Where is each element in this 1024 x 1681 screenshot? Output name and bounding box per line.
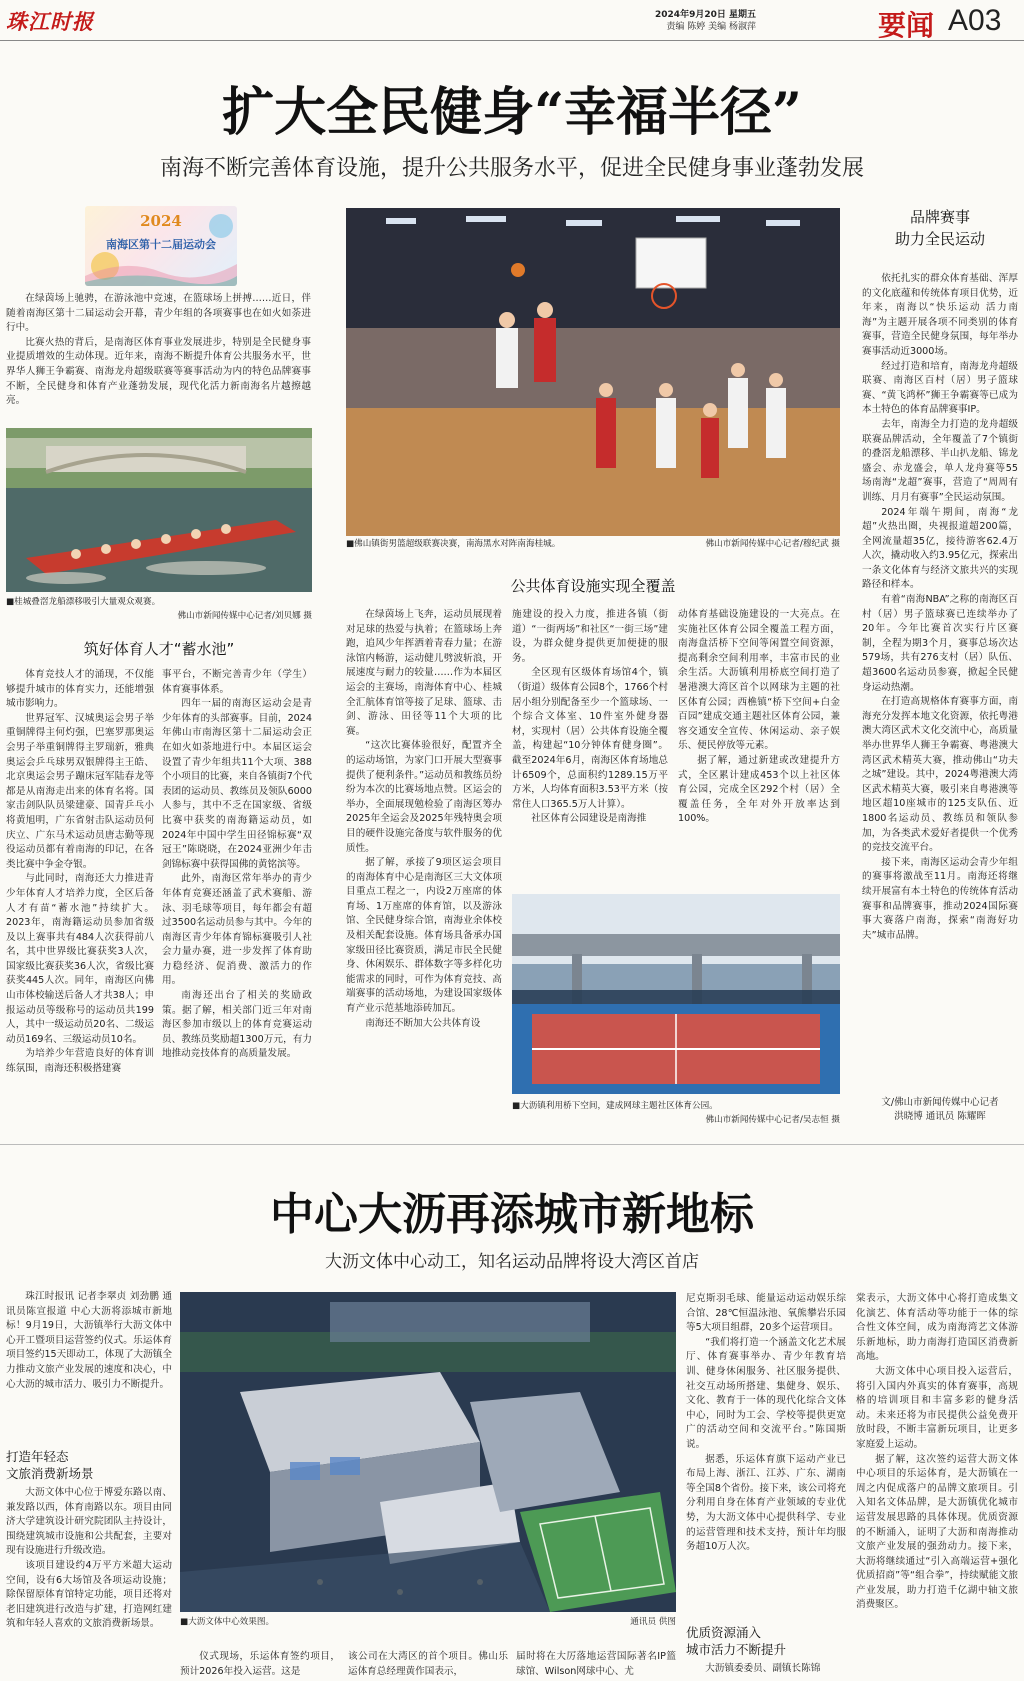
tennis-park-photo: [512, 894, 840, 1094]
facilities-column-2: [512, 608, 668, 878]
story1-subheadline: 南海不断完善体育设施，提升公共服务水平，促进全民健身事业蓬勃发展: [159, 156, 864, 181]
brand-paragraph: 依托扎实的群众体育基础、浑厚的文化底蕴和传统体育项目优势，近年来，南海以“快乐运动 活力南海”为主题开展各项不同类别的体育赛事，营造全民健身氛围，每年举办赛事活动近3000场。: [862, 273, 1018, 357]
facilities-paragraph: 据了解，承接了9项区运会项目的南海体育中心是南海区三大文体项目重点工程之一，内设2万座席的体育场、1万座席的体育馆，以及游泳馆、全民健身综合馆，南海业余体校及相关配套设施。体育场具备承办国家级田径比赛资质，满足市民全民健身、休闲娱乐、群体数字等多样化功能需求的同时，可作为体育竞技、高端赛事的活动场地，为建设国家级体育产业示范基地添砖加瓦。: [346, 857, 502, 1015]
facilities-paragraph: 动体育基础设施建设的一大亮点。在实施社区体育公园全覆盖工程方面，南海盘活桥下空间等闲置空间资源，提高剩余空间利用率，丰富市民的业余生活。大沥镇利用桥底空间打造了暑港澳大湾区首个以网球为主题的社区体育公园；西樵镇“桥下空间+白金百园”建成交通主题社区体育公园，兼容交通安全宣传、休闲运动、亲子娱乐、便民停放等元素。: [678, 609, 840, 752]
dragon-boat-caption: ■桂城叠滘龙船漂移吸引大量观众观赛。: [6, 597, 161, 607]
story2-lead: [6, 1290, 172, 1440]
facilities-column-1: [346, 608, 502, 1130]
facilities-paragraph: 南海还不断加大公共体育设: [365, 1017, 481, 1029]
story2-paragraph: 棠表示，大沥文体中心将打造成集文化演艺、体育活动等功能于一体的综合性文体空间，成为南海湾艺文体游乐新地标，助力南海打造国区消费新高地。: [856, 1293, 1018, 1363]
newspaper-logo: 珠江时报: [6, 9, 94, 34]
story2-paragraph: 大沥文体中心项目投入运营后，将引入国内外真实的体育赛事，高规格的培训项目和丰富多彩的健身活动。未来还将为市民提供公益免费开放时段，不断丰富新玩项目，让更多家庭爱上运动。: [856, 1365, 1018, 1450]
tennis-park-scene: [512, 894, 840, 1094]
issue-date: 2024年9月20日 星期五: [655, 10, 756, 20]
talent-paragraph: 南海还出台了相关的奖励政策。据了解，相关部门近三年对南海区参加市级以上的体育竞赛运动员、教练员奖励超1300万元，有力地推动竞技体育的高质量发展。: [162, 990, 312, 1060]
intro-paragraph: 比赛火热的背后，是南海区体育事业发展进步，特别是全民健身事业提质增效的生动体现。近年来，南海不断提升体育公共服务水平，世界华人狮王争霸赛、南海龙舟超级联赛等赛事活动为内的特色品牌赛事不断，全民健身和体育产业蓬勃发展，现代化活力新南海名片越擦越亮。: [6, 336, 311, 407]
facilities-paragraph: 据了解，通过新建或改建提升方式，全区累计建成453个以上社区体育公园，完成全区292个村（居）全覆盖任务，全年对外开放率达到100%。: [678, 754, 840, 825]
tennis-park-caption: ■大沥镇利用桥下空间，建成网球主题社区体育公园。: [512, 1101, 718, 1111]
talent-paragraph: 事平台，不断完善青少年（学生）体育赛事体系。: [162, 669, 312, 695]
dragon-boat-credit: 佛山市新闻传媒中心记者/刘贝娜 摄: [177, 611, 312, 621]
facilities-paragraph: 社区体育公园建设是南海推: [531, 813, 647, 825]
basketball-photo: [346, 208, 840, 536]
story2-paragraph: 该公司在大湾区的首个项目。佛山乐运体育总经理黄作国表示，: [348, 1651, 508, 1677]
talent-section-heading: 筑好体育人才“蓄水池”: [83, 640, 235, 658]
page-number: A03: [948, 4, 1002, 37]
talent-paragraph: 世界冠军、汉城奥运会男子举重铜牌得主何灼强，巴塞罗那奥运会男子举重铜牌得主罗瑞新，雅典奥运会乒乓球男双银牌得主王皓、北京奥运会男子蹦床冠军陆春龙等都是从南海走出来的体育名将。国家击剑队队员梁建豪、国青乒乓小将黄旭明，广东省射击队运动员何庆立、广东马术运动员唐志勤等现役运动员都有着南海的印记，在各类比赛中争金夺银。: [6, 712, 154, 870]
editors-credit: 责编 陈婷 美编 杨淑萍: [666, 22, 756, 32]
stadium-caption: ■大沥文体中心效果图。: [180, 1617, 275, 1627]
dragon-boat-photo: [6, 428, 312, 592]
games-badge: [85, 206, 237, 286]
story2-paragraph: 据了解，这次签约运营大沥文体中心项目的乐运体育，是大沥镇在一周之内促成落户的品牌文旅项目。引入知名文体品牌，是大沥镇优化城市运营发展思路的具体体现。优质资源的不断涌入，证明了大沥和南海推动文旅产业发展的强劲动力。接下来，大沥将继续通过“引入高端运营+强化优质招商”等“组合拳”，持续赋能文旅产业发展，助力打造千亿湖中轴文旅消费聚区。: [856, 1453, 1018, 1611]
brand-paragraph: 接下来，南海区运动会青少年组的赛事将激战至11月。南海还将继续开展富有本土特色的传统体育活动赛事和品牌赛事，推动2024国际赛事大赛落户南海，探索“南海好功夫”城市品牌。: [862, 856, 1018, 941]
brand-paragraph: 2024年端午期间，南海“龙超”火热出圈，央视报道超200篇，全网流量超35亿，接待游客62.4万人次，撬动收入约3.95亿元，探索出一条文化体育与经济文旅共兴的实现路径和样本。: [862, 506, 1018, 591]
story2-paragraph: 该项目建设约4万平方米超大运动空间，设有6大场馆及各项运动设施；除保留原体育馆特定功能，项目还将对老旧建筑进行改造与扩建，打造网红建筑和年轻人喜欢的文旅消费新场景。: [6, 1559, 172, 1630]
dragon-boat-scene: [6, 428, 312, 592]
talent-column-1: [6, 668, 154, 1128]
facilities-paragraph: 施建设的投入力度，推进各镇（街道）“一街两场”和社区“一街三场”建设，为群众健身提供更加便捷的服务。: [512, 609, 668, 664]
basketball-credit: 佛山市新闻传媒中心记者/穆纪武 摄: [705, 539, 840, 549]
story2-paragraph: “我们将打造一个涵盖文化艺术展厅、体育赛事举办、青少年教育培训、健身休闲服务、社区服务提供、社交互动场所搭建、集健身、娱乐、文化、教育于一体的现代化综合文体中心，同时为工会、学校等提供更宽广的活动空间和交流平台。”陈国斯说。: [686, 1336, 846, 1450]
games-badge-text: 南海区第十二届运动会: [106, 238, 216, 251]
brand-paragraph: 在打造高规格体育赛事方面，南海充分发挥本地文化资源，依托粤港澳大湾区武术文化交流中心，高质量举办世界华人狮王争霸赛、粤港澳大湾区武术精英大赛，推动佛山“功夫之城”建设。其中，2024粤港澳大湾区武术精英大赛，吸引来自粤港澳等地区超10座城市的125支队伍、近1800名运动员、教练员和领队参加，为各类武术爱好者提供一个优秀的竞技交流平台。: [862, 696, 1018, 854]
brand-column: [862, 272, 1018, 1082]
story2-subheadline: 大沥文体中心动工，知名运动品牌将设大湾区首店: [325, 1252, 699, 1272]
issue-date-block: [655, 9, 756, 33]
brand-paragraph: 有着“南海NBA”之称的南海区百村（居）男子篮球赛已连续举办了20年。今年比赛首次实行片区赛制，全程为期3个月，赛事总场次达579场，共有276支村（居）队伍、超3600名运动员参赛，掀起全民健身运动热潮。: [862, 594, 1018, 693]
story2-old-column: [6, 1486, 172, 1676]
story2-headline: 中心大沥再添城市新地标: [270, 1189, 754, 1240]
facilities-column-3: [678, 608, 840, 878]
section-name: 要闻: [878, 9, 935, 42]
masthead-rule: [0, 40, 1024, 41]
stadium-credit: 通讯员 供图: [630, 1617, 676, 1627]
story2-new-column-tail: [686, 1662, 846, 1678]
under-photo-column-2: [348, 1650, 508, 1680]
intro-paragraph: 在绿茵场上驰骋，在游泳池中竞速，在篮球场上拼搏……近日，伴随着南海区第十二届运动会开幕，青少年组的各项赛事也在如火如荼进行中。: [6, 293, 311, 334]
basketball-caption: ■佛山镇街男篮超级联赛决赛，南海黑水对阵南海桂城。: [346, 539, 561, 549]
brand-section-heading: 品牌赛事 助力全民运动: [894, 208, 985, 248]
talent-paragraph: 此外，南海区常年举办的青少年体育竞赛还涵盖了武术赛船、游泳、羽毛球等项目，每年都会有超过3500名运动员参与其中。今年的南海区青少年体育锦标赛吸引人社会力量办赛，进一步发挥了体育助力稳经济、促消费、激活力的作用。: [162, 873, 312, 987]
story2-paragraph: 大沥镇委委员、副镇长陈锦: [705, 1663, 821, 1674]
story2-paragraph: 尼克斯羽毛球、能量运动运动娱乐综合馆、28℃恒温泳池、氧熊攀岩乐园等5大项目组群，20多个运营项目。: [686, 1293, 846, 1334]
old-section-heading: 打造年轻态 文旅消费新场景: [6, 1449, 94, 1481]
story1-headline: 扩大全民健身“幸福半径”: [222, 82, 802, 143]
talent-column-2: [162, 668, 312, 1128]
facilities-paragraph: 全区现有区级体育场馆4个，镇（街道）级体育公园8个，1766个村居小组分别配备至少一个篮球场、一个综合文体室、10件室外健身器材，实现村（居）公共体育设施全覆盖，构建起“10分钟体育健身圈”。截至2024年6月，南海区体育场地总计6509个，总面积约1289.15万平方米，人均体育面积3.53平方米（按常住人口365.5万人计算）。: [512, 667, 668, 810]
facilities-paragraph: 在绿茵场上飞奔，运动员展现着对足球的热爱与执着；在篮球场上奔跑，追风少年挥洒着青春力量；在游泳馆内畅游，运动健儿劈波斩浪，开展速度与耐力的较量……作为本届区运会的主赛场，南海体育中心、桂城全汇航体育馆等接了足球、篮球、击剑、游泳、田径等11个大项的比赛。: [346, 609, 502, 737]
facilities-section-heading: 公共体育设施实现全覆盖: [510, 577, 676, 595]
story1-byline: 文/佛山市新闻传媒中心记者 洪晓博 通讯员 陈耀晖: [881, 1097, 999, 1122]
story2-paragraph: 大沥文体中心位于博爱东路以南、兼发路以西，体育南路以东。项目由同济大学建筑设计研究院团队主持设计，围绕建筑城市设施和公共配套，主要对现有设施进行升级改造。: [6, 1487, 172, 1557]
story2-mid-column: [686, 1292, 846, 1620]
tennis-park-credit: 佛山市新闻传媒中心记者/吴志恒 摄: [705, 1115, 840, 1125]
talent-paragraph: 四年一届的南海区运动会是青少年体育的头部赛事。目前，2024年佛山市南海区第十二届运动会正在如火如荼地进行中。本届区运会设置了青少年组共11个大项、388个小项目的比赛，来自各镇街7个代表团的运动员、教练员及领队6000人参与，其中不乏在国家级、省级比赛中获奖的南海籍运动员，如2024年中国中学生田径锦标赛“双冠王”陈晓晓，在2024亚洲少年击剑锦标赛中获得国佛的黄铭滨等。: [162, 698, 312, 870]
basketball-scene: [346, 208, 840, 536]
brand-paragraph: 经过打造和培育，南海龙舟超级联赛、南海区百村（居）男子篮球赛、“黄飞鸿杯”狮王争霸赛等已成为本土特色的体育品牌赛事IP。: [862, 360, 1018, 416]
story1-intro: [6, 292, 311, 422]
story2-paragraph: 据悉，乐运体育旗下运动产业已布局上海、浙江、江苏、广东、湖南等全国8个省份。接下来，该公司将充分利用自身在体育产业领域的专业优势，为大沥文体中心提供科学、专业的运营管理和技术支持，预计年均服务超10万人次。: [686, 1453, 846, 1553]
story2-paragraph: 仪式现场，乐运体育签约项目，预计2026年投入运营。这是: [180, 1651, 340, 1677]
talent-paragraph: 为培养少年营造良好的体育训练氛围，南海还积极搭建赛: [6, 1048, 154, 1075]
games-badge-year: 2024: [140, 212, 182, 230]
story-divider: [0, 1144, 1024, 1145]
stadium-rendering-photo: [180, 1292, 676, 1612]
talent-paragraph: 体育竞技人才的涌现，不仅能够提升城市的体育实力，还能增强城市影响力。: [6, 669, 154, 710]
stadium-rendering-scene: [180, 1292, 676, 1612]
facilities-paragraph: “这次比赛体验很好，配置齐全的运动场馆，为家门口开展大型赛事提供了便利条件。”运动员和教练员纷纷为本次的比赛场地点赞。区运会的举办，全面展现勉检验了南海区筹办2025年全运会及2025年残特奥会项目的硬件设施完备度与软件服务的优质性。: [346, 740, 502, 854]
brand-paragraph: 去年，南海全力打造的龙舟超级联赛品牌活动，全年覆盖了7个镇街的叠滘龙船漂移、半山扒龙船、锦龙盛会、赤龙盛会，单人龙舟赛等55场南海“龙超”赛事，营造了“周周有训练、月月有赛事”全民运动氛围。: [862, 418, 1018, 503]
talent-paragraph: 与此同时，南海还大力推进青少年体育人才培养力度，全区后备人才有苗“蓄水池”持续扩大。2023年，南海籍运动员参加省级及以上赛事共有484人次获得前八名，其中世界级比赛获奖3人次，国家级比赛获奖36人次，省级比赛获奖445人次。同年，南海区向佛山市体校输送后备人才共38人；申报运动员等级称号的运动员共199人，其中一级运动员20名、二级运动员169名、三级运动员10名。: [6, 873, 154, 1045]
under-photo-column-1: [180, 1650, 340, 1680]
story2-lead-paragraph: 珠江时报讯 记者李翠贞 刘劲鹏 通讯员陈宣报道 中心大沥将添城市新地标！9月19日，大沥镇举行大沥文体中心开工暨项目运营签约仪式。乐运体育项目签约15天即动工，体现了大沥镇全力推动文旅产业发展的速度和决心，中心大沥的城市活力、吸引力不断提升。: [6, 1291, 172, 1390]
story2-right-column: [856, 1292, 1018, 1678]
story2-paragraph: 届时将在大厉落地运营国际著名IP篮球馆、Wilson网球中心、尤: [516, 1651, 676, 1677]
new-section-heading: 优质资源涌入 城市活力不断提升: [686, 1625, 787, 1657]
under-photo-column-3: [516, 1650, 676, 1680]
